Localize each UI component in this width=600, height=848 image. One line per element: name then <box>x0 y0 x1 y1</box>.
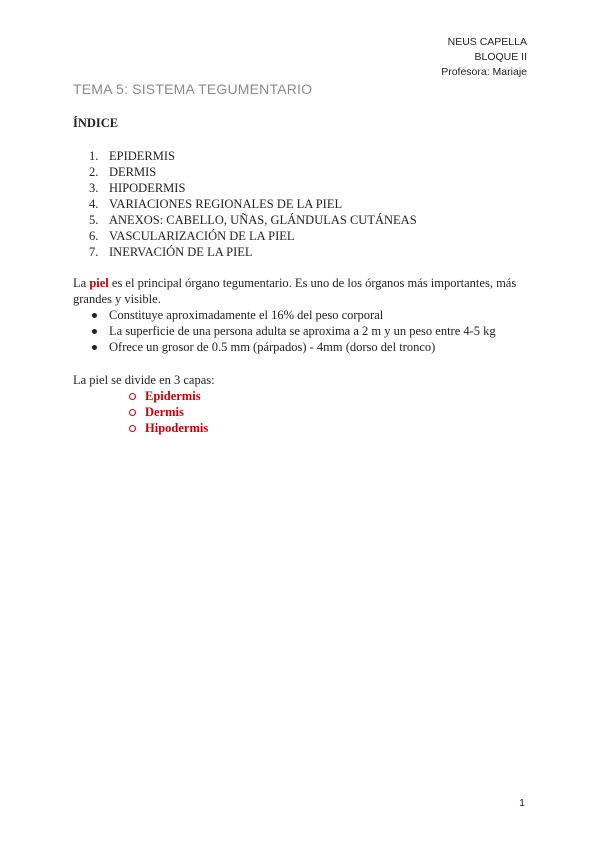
layer-item: Epidermis <box>73 388 208 404</box>
index-item-number: 6. <box>89 229 99 243</box>
index-item-number: 2. <box>89 165 99 179</box>
document-title: TEMA 5: SISTEMA TEGUMENTARIO <box>73 81 313 97</box>
index-item-number: 1. <box>89 149 99 163</box>
facts-list <box>73 307 496 355</box>
layer-item: Hipodermis <box>73 420 208 436</box>
header-teacher: Profesora: Mariaje <box>441 66 527 78</box>
page-header <box>441 35 527 80</box>
layer-item: Dermis <box>73 404 208 420</box>
index-item <box>73 244 417 260</box>
index-item <box>73 180 417 196</box>
fact-item: Constituye aproximadamente el 16% del peso corporal <box>73 307 496 323</box>
intro-paragraph <box>73 275 533 307</box>
layers-list <box>73 388 208 436</box>
index-item-number: 4. <box>89 197 99 211</box>
index-item-label: ANEXOS: CABELLO, UÑAS, GLÁNDULAS CUTÁNEAS <box>109 213 417 227</box>
index-item-label: HIPODERMIS <box>109 181 186 195</box>
intro-keyword: piel <box>89 276 109 290</box>
intro-text-rest: es el principal órgano tegumentario. Es uno de los órganos más importantes, más grandes y visible. <box>73 276 517 306</box>
fact-item: La superficie de una persona adulta se aproxima a 2 m y un peso entre 4-5 kg <box>73 323 496 339</box>
index-item <box>73 228 417 244</box>
index-item <box>73 148 417 164</box>
header-author: NEUS CAPELLA <box>447 36 527 48</box>
layers-intro: La piel se divide en 3 capas: <box>73 373 215 387</box>
index-list <box>73 148 417 260</box>
index-item <box>73 212 417 228</box>
index-item-label: VARIACIONES REGIONALES DE LA PIEL <box>109 197 343 211</box>
intro-text-start: La <box>73 276 90 290</box>
index-item-label: INERVACIÓN DE LA PIEL <box>109 245 253 259</box>
index-item-label: DERMIS <box>109 165 157 179</box>
header-block: BLOQUE II <box>474 51 527 63</box>
page-number: 1 <box>519 797 525 809</box>
index-item-number: 3. <box>89 181 99 195</box>
index-item-label: EPIDERMIS <box>109 149 175 163</box>
index-heading: ÍNDICE <box>73 116 119 130</box>
index-item-number: 7. <box>89 245 99 259</box>
index-item-label: VASCULARIZACIÓN DE LA PIEL <box>109 229 295 243</box>
index-item <box>73 164 417 180</box>
index-item <box>73 196 417 212</box>
fact-item: Ofrece un grosor de 0.5 mm (párpados) - 4mm (dorso del tronco) <box>73 339 496 355</box>
index-item-number: 5. <box>89 213 99 227</box>
